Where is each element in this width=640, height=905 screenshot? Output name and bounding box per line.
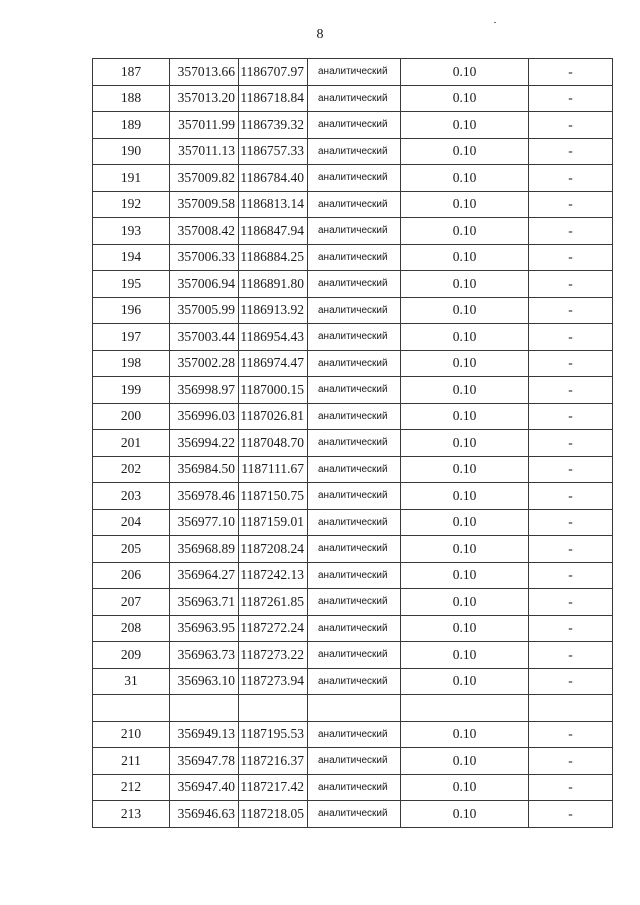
table-row [93, 774, 613, 801]
method-cell: аналитический [308, 271, 401, 298]
y-coordinate-cell: 1187217.42 [239, 774, 308, 801]
x-coordinate-cell: 357006.33 [170, 244, 239, 271]
method-cell: аналитический [308, 403, 401, 430]
accuracy-cell: 0.10 [401, 85, 529, 112]
y-coordinate-cell: 1186974.47 [239, 350, 308, 377]
y-coordinate-cell: 1187159.01 [239, 509, 308, 536]
point-number-cell: 196 [93, 297, 170, 324]
y-coordinate-cell: 1186891.80 [239, 271, 308, 298]
method-cell: аналитический [308, 615, 401, 642]
table-row [93, 218, 613, 245]
y-coordinate-cell: 1186913.92 [239, 297, 308, 324]
point-number-cell: 203 [93, 483, 170, 510]
note-cell: - [529, 456, 613, 483]
method-cell: аналитический [308, 85, 401, 112]
accuracy-cell: 0.10 [401, 430, 529, 457]
accuracy-cell: 0.10 [401, 483, 529, 510]
table-row [93, 244, 613, 271]
y-coordinate-cell: 1187208.24 [239, 536, 308, 563]
method-cell: аналитический [308, 589, 401, 616]
note-cell: - [529, 562, 613, 589]
point-number-cell: 188 [93, 85, 170, 112]
accuracy-cell: 0.10 [401, 536, 529, 563]
table-row [93, 695, 613, 722]
table-row [93, 748, 613, 775]
accuracy-cell: 0.10 [401, 165, 529, 192]
x-coordinate-cell: 356964.27 [170, 562, 239, 589]
y-coordinate-cell: 1187273.22 [239, 642, 308, 669]
method-cell [308, 695, 401, 722]
point-number-cell: 211 [93, 748, 170, 775]
accuracy-cell [401, 695, 529, 722]
y-coordinate-cell: 1186739.32 [239, 112, 308, 139]
x-coordinate-cell: 356977.10 [170, 509, 239, 536]
method-cell: аналитический [308, 721, 401, 748]
method-cell: аналитический [308, 138, 401, 165]
point-number-cell: 202 [93, 456, 170, 483]
x-coordinate-cell [170, 695, 239, 722]
y-coordinate-cell: 1187216.37 [239, 748, 308, 775]
table-row [93, 430, 613, 457]
method-cell: аналитический [308, 218, 401, 245]
method-cell: аналитический [308, 801, 401, 828]
table-row [93, 165, 613, 192]
note-cell: - [529, 536, 613, 563]
accuracy-cell: 0.10 [401, 589, 529, 616]
accuracy-cell: 0.10 [401, 112, 529, 139]
x-coordinate-cell: 357009.82 [170, 165, 239, 192]
point-number-cell: 207 [93, 589, 170, 616]
table-row [93, 59, 613, 86]
table-body [93, 59, 613, 828]
y-coordinate-cell: 1187242.13 [239, 562, 308, 589]
point-number-cell [93, 695, 170, 722]
table-row [93, 801, 613, 828]
accuracy-cell: 0.10 [401, 350, 529, 377]
note-cell: - [529, 748, 613, 775]
table-row [93, 271, 613, 298]
method-cell: аналитический [308, 350, 401, 377]
note-cell: - [529, 138, 613, 165]
page-number: 8 [316, 27, 324, 42]
y-coordinate-cell: 1187026.81 [239, 403, 308, 430]
accuracy-cell: 0.10 [401, 668, 529, 695]
method-cell: аналитический [308, 456, 401, 483]
method-cell: аналитический [308, 536, 401, 563]
method-cell: аналитический [308, 324, 401, 351]
note-cell: - [529, 483, 613, 510]
scan-artifact [494, 22, 496, 23]
x-coordinate-cell: 357009.58 [170, 191, 239, 218]
point-number-cell: 193 [93, 218, 170, 245]
x-coordinate-cell: 357003.44 [170, 324, 239, 351]
point-number-cell: 205 [93, 536, 170, 563]
accuracy-cell: 0.10 [401, 297, 529, 324]
y-coordinate-cell: 1186707.97 [239, 59, 308, 86]
note-cell: - [529, 403, 613, 430]
point-number-cell: 191 [93, 165, 170, 192]
x-coordinate-cell: 356994.22 [170, 430, 239, 457]
table-row [93, 668, 613, 695]
x-coordinate-cell: 356968.89 [170, 536, 239, 563]
note-cell: - [529, 271, 613, 298]
note-cell: - [529, 85, 613, 112]
y-coordinate-cell: 1187150.75 [239, 483, 308, 510]
note-cell: - [529, 721, 613, 748]
point-number-cell: 212 [93, 774, 170, 801]
x-coordinate-cell: 357005.99 [170, 297, 239, 324]
accuracy-cell: 0.10 [401, 324, 529, 351]
table-row [93, 138, 613, 165]
method-cell: аналитический [308, 642, 401, 669]
y-coordinate-cell: 1187273.94 [239, 668, 308, 695]
table-row [93, 377, 613, 404]
y-coordinate-cell: 1187195.53 [239, 721, 308, 748]
method-cell: аналитический [308, 165, 401, 192]
point-number-cell: 200 [93, 403, 170, 430]
point-number-cell: 197 [93, 324, 170, 351]
y-coordinate-cell: 1187111.67 [239, 456, 308, 483]
note-cell [529, 695, 613, 722]
table-row [93, 403, 613, 430]
point-number-cell: 201 [93, 430, 170, 457]
note-cell: - [529, 112, 613, 139]
table-row [93, 112, 613, 139]
accuracy-cell: 0.10 [401, 244, 529, 271]
note-cell: - [529, 350, 613, 377]
table-row [93, 456, 613, 483]
table-row [93, 509, 613, 536]
method-cell: аналитический [308, 562, 401, 589]
x-coordinate-cell: 356947.78 [170, 748, 239, 775]
point-number-cell: 199 [93, 377, 170, 404]
note-cell: - [529, 509, 613, 536]
x-coordinate-cell: 356963.73 [170, 642, 239, 669]
table-row [93, 350, 613, 377]
y-coordinate-cell: 1187218.05 [239, 801, 308, 828]
note-cell: - [529, 668, 613, 695]
note-cell: - [529, 297, 613, 324]
accuracy-cell: 0.10 [401, 562, 529, 589]
y-coordinate-cell: 1186954.43 [239, 324, 308, 351]
point-number-cell: 190 [93, 138, 170, 165]
method-cell: аналитический [308, 377, 401, 404]
y-coordinate-cell: 1187272.24 [239, 615, 308, 642]
point-number-cell: 208 [93, 615, 170, 642]
method-cell: аналитический [308, 244, 401, 271]
x-coordinate-cell: 356998.97 [170, 377, 239, 404]
point-number-cell: 195 [93, 271, 170, 298]
accuracy-cell: 0.10 [401, 456, 529, 483]
table-row [93, 721, 613, 748]
x-coordinate-cell: 357013.66 [170, 59, 239, 86]
point-number-cell: 209 [93, 642, 170, 669]
accuracy-cell: 0.10 [401, 377, 529, 404]
note-cell: - [529, 615, 613, 642]
table-row [93, 324, 613, 351]
method-cell: аналитический [308, 430, 401, 457]
x-coordinate-cell: 356963.95 [170, 615, 239, 642]
x-coordinate-cell: 356946.63 [170, 801, 239, 828]
accuracy-cell: 0.10 [401, 403, 529, 430]
method-cell: аналитический [308, 668, 401, 695]
note-cell: - [529, 191, 613, 218]
note-cell: - [529, 589, 613, 616]
x-coordinate-cell: 357013.20 [170, 85, 239, 112]
note-cell: - [529, 244, 613, 271]
x-coordinate-cell: 357011.13 [170, 138, 239, 165]
accuracy-cell: 0.10 [401, 721, 529, 748]
x-coordinate-cell: 356963.71 [170, 589, 239, 616]
table-row [93, 85, 613, 112]
x-coordinate-cell: 356978.46 [170, 483, 239, 510]
x-coordinate-cell: 356996.03 [170, 403, 239, 430]
accuracy-cell: 0.10 [401, 191, 529, 218]
note-cell: - [529, 377, 613, 404]
note-cell: - [529, 642, 613, 669]
table-row [93, 562, 613, 589]
accuracy-cell: 0.10 [401, 218, 529, 245]
table-row [93, 642, 613, 669]
y-coordinate-cell [239, 695, 308, 722]
note-cell: - [529, 324, 613, 351]
table-row [93, 536, 613, 563]
x-coordinate-cell: 357006.94 [170, 271, 239, 298]
point-number-cell: 187 [93, 59, 170, 86]
coordinates-table [92, 58, 613, 828]
accuracy-cell: 0.10 [401, 509, 529, 536]
y-coordinate-cell: 1186884.25 [239, 244, 308, 271]
table-row [93, 191, 613, 218]
point-number-cell: 206 [93, 562, 170, 589]
note-cell: - [529, 430, 613, 457]
note-cell: - [529, 165, 613, 192]
y-coordinate-cell: 1187048.70 [239, 430, 308, 457]
y-coordinate-cell: 1186847.94 [239, 218, 308, 245]
x-coordinate-cell: 356947.40 [170, 774, 239, 801]
y-coordinate-cell: 1186757.33 [239, 138, 308, 165]
note-cell: - [529, 801, 613, 828]
table-row [93, 483, 613, 510]
accuracy-cell: 0.10 [401, 774, 529, 801]
method-cell: аналитический [308, 191, 401, 218]
table-row [93, 297, 613, 324]
method-cell: аналитический [308, 774, 401, 801]
x-coordinate-cell: 357011.99 [170, 112, 239, 139]
x-coordinate-cell: 356949.13 [170, 721, 239, 748]
point-number-cell: 189 [93, 112, 170, 139]
note-cell: - [529, 774, 613, 801]
note-cell: - [529, 218, 613, 245]
point-number-cell: 213 [93, 801, 170, 828]
note-cell: - [529, 59, 613, 86]
accuracy-cell: 0.10 [401, 59, 529, 86]
point-number-cell: 194 [93, 244, 170, 271]
accuracy-cell: 0.10 [401, 271, 529, 298]
y-coordinate-cell: 1187261.85 [239, 589, 308, 616]
x-coordinate-cell: 356984.50 [170, 456, 239, 483]
method-cell: аналитический [308, 483, 401, 510]
point-number-cell: 204 [93, 509, 170, 536]
y-coordinate-cell: 1186718.84 [239, 85, 308, 112]
y-coordinate-cell: 1186784.40 [239, 165, 308, 192]
accuracy-cell: 0.10 [401, 615, 529, 642]
accuracy-cell: 0.10 [401, 748, 529, 775]
point-number-cell: 210 [93, 721, 170, 748]
table-row [93, 589, 613, 616]
point-number-cell: 31 [93, 668, 170, 695]
point-number-cell: 198 [93, 350, 170, 377]
x-coordinate-cell: 356963.10 [170, 668, 239, 695]
method-cell: аналитический [308, 509, 401, 536]
x-coordinate-cell: 357002.28 [170, 350, 239, 377]
table-row [93, 615, 613, 642]
y-coordinate-cell: 1186813.14 [239, 191, 308, 218]
method-cell: аналитический [308, 297, 401, 324]
method-cell: аналитический [308, 748, 401, 775]
y-coordinate-cell: 1187000.15 [239, 377, 308, 404]
method-cell: аналитический [308, 59, 401, 86]
method-cell: аналитический [308, 112, 401, 139]
point-number-cell: 192 [93, 191, 170, 218]
accuracy-cell: 0.10 [401, 801, 529, 828]
x-coordinate-cell: 357008.42 [170, 218, 239, 245]
accuracy-cell: 0.10 [401, 642, 529, 669]
accuracy-cell: 0.10 [401, 138, 529, 165]
